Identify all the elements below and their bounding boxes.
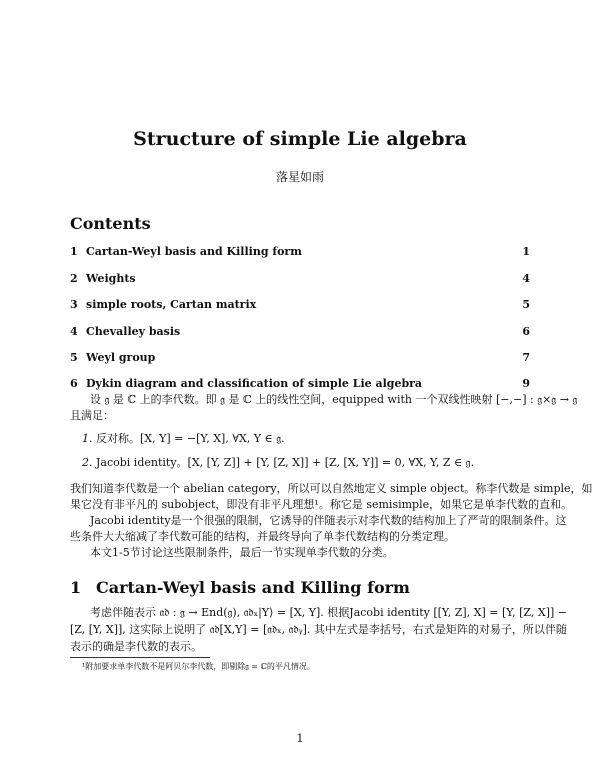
- section-title: Cartan-Weyl basis and Killing form: [96, 578, 410, 597]
- toc-page-number: 6: [522, 325, 530, 338]
- author-name: 落星如雨: [275, 170, 324, 184]
- toc-number: 5: [70, 351, 78, 364]
- paragraph-line: 本文1-5节讨论这些限制条件，最后一节实现单李代数的分类。: [90, 546, 394, 559]
- toc-entry-4[interactable]: [70, 325, 530, 341]
- section-paragraph-line: 表示的确是李代数的表示。: [70, 640, 202, 653]
- intro-paragraph-line: 且满足：: [70, 409, 114, 422]
- paragraph-line: 些条件大大缩减了李代数可能的结构，并最终导向了单李代数结构的分类定理。: [70, 530, 455, 543]
- paragraph-line: 我们知道李代数是一个 abelian category，所以可以自然地定义 simple object。称李代数是 simple，如: [70, 482, 593, 495]
- toc-entry-5[interactable]: [70, 351, 530, 367]
- paragraph-line: Jacobi identity是一个很强的限制，它诱导的伴随表示对李代数的结构加上了严苛的限制条件。这: [90, 514, 567, 527]
- toc-page-number: 1: [522, 245, 530, 258]
- toc-title: Cartan-Weyl basis and Killing form: [86, 245, 302, 258]
- footnote-divider: [70, 657, 210, 658]
- toc-title: simple roots, Cartan matrix: [86, 298, 257, 311]
- section-heading-1: [70, 578, 410, 597]
- toc-title: Weights: [86, 272, 136, 285]
- list-item-text: Jacobi identity。[X, [Y, Z]] + [Y, [Z, X]] + [Z, [X, Y]] = 0, ∀X, Y, Z ∈ 𝔤.: [96, 456, 475, 469]
- toc-entry-1[interactable]: [70, 245, 530, 261]
- toc-title: Dykin diagram and classification of simple Lie algebra: [86, 377, 423, 390]
- section-paragraph-line: [Z, [Y, X]], 这实际上说明了 𝔞𝔡[X,Y] = [𝔞𝔡ₓ, 𝔞𝔡ᵧ]. 其中左式是李括号，右式是矩阵的对易子，所以伴随: [70, 623, 567, 636]
- paper-title: Structure of simple Lie algebra: [133, 128, 467, 150]
- toc-page-number: 7: [522, 351, 530, 364]
- list-item-number: 2.: [82, 456, 93, 469]
- paragraph-line: 果它没有非平凡的 subobject，即没有非平凡理想¹。称它是 semisimple，如果它是单李代数的直和。: [70, 498, 573, 511]
- toc-entry-3[interactable]: [70, 298, 530, 314]
- toc-title: Chevalley basis: [86, 325, 181, 338]
- toc-entry-2[interactable]: [70, 272, 530, 288]
- toc-entry-6[interactable]: [70, 377, 530, 393]
- list-item-number: 1.: [82, 432, 93, 445]
- toc-page-number: 4: [522, 272, 530, 285]
- toc-number: 2: [70, 272, 78, 285]
- toc-number: 3: [70, 298, 78, 311]
- toc-number: 6: [70, 377, 78, 390]
- section-number: 1: [70, 578, 82, 597]
- toc-page-number: 5: [522, 298, 530, 311]
- page-number: 1: [296, 732, 304, 745]
- footnote: ¹附加要求单李代数不是阿贝尔李代数，即剔除𝔤 = ℂ的平凡情况。: [82, 662, 315, 671]
- toc-number: 4: [70, 325, 78, 338]
- section-paragraph-line: 考虑伴随表示 𝔞𝔡 : 𝔤 → End(𝔤), 𝔞𝔡ₓ|Y⟩ = [X, Y]. 根据Jacobi identity [[Y, Z], X] = [Y, [Z, X]] −: [90, 606, 568, 619]
- intro-paragraph-line: 设 𝔤 是 ℂ 上的李代数。即 𝔤 是 ℂ 上的线性空间，equipped with 一个双线性映射 [−,−] : 𝔤×𝔤 → 𝔤: [90, 393, 578, 406]
- list-item-antisymmetry: [82, 431, 285, 446]
- list-item-jacobi: [82, 455, 474, 470]
- toc-number: 1: [70, 245, 78, 258]
- toc-page-number: 9: [522, 377, 530, 390]
- list-item-text: 反对称。[X, Y] = −[Y, X], ∀X, Y ∈ 𝔤.: [96, 432, 285, 445]
- contents-heading: Contents: [70, 214, 151, 233]
- toc-title: Weyl group: [86, 351, 156, 364]
